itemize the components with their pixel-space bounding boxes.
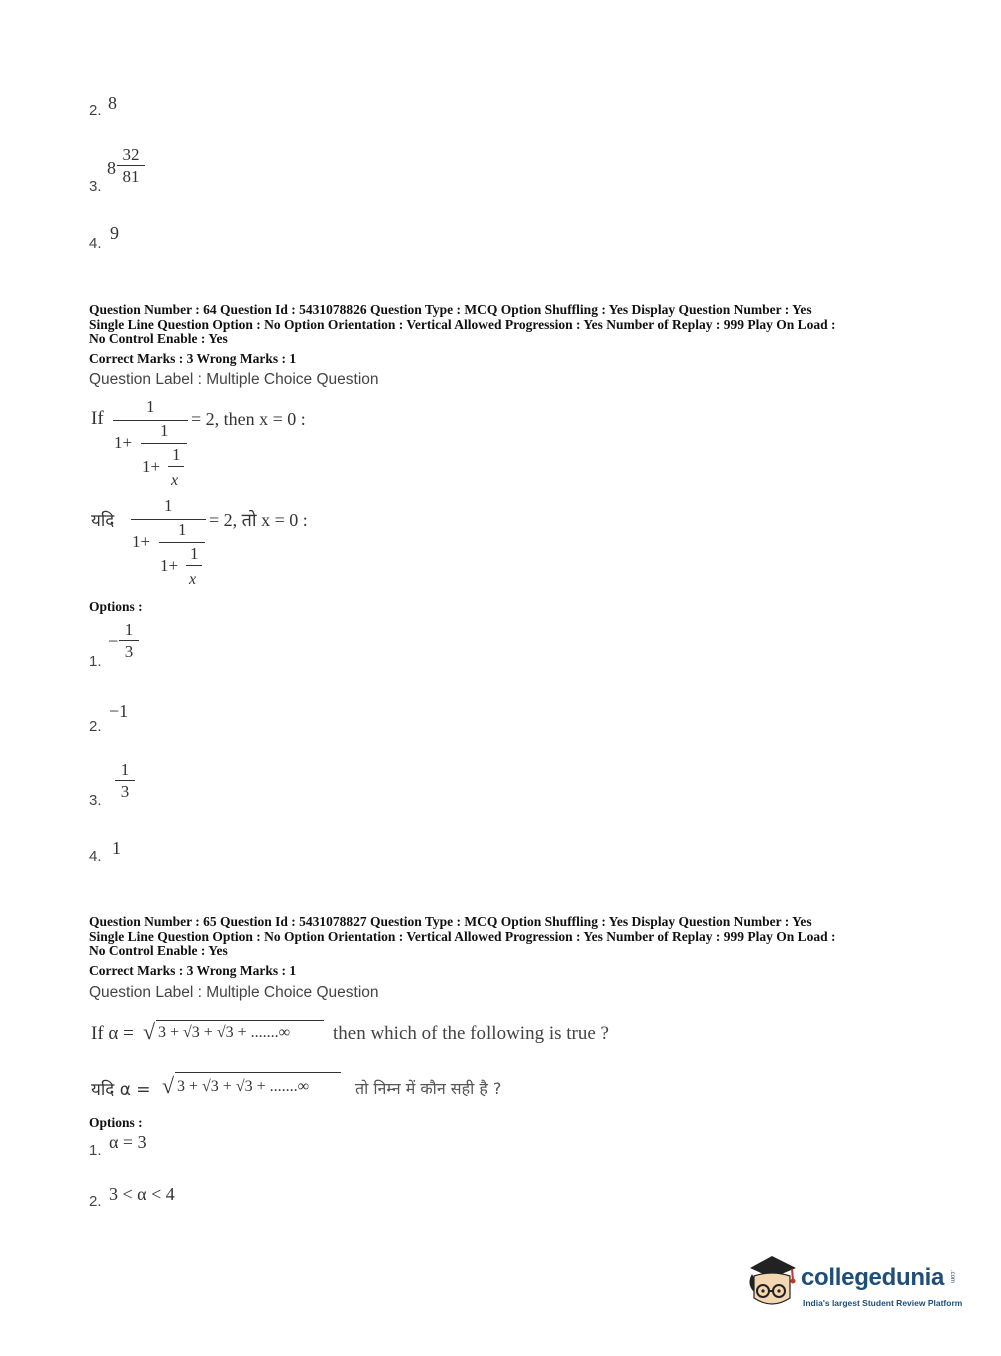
- mascot-icon: [740, 1250, 802, 1312]
- brand-tagline: India's largest Student Review Platform: [803, 1298, 963, 1308]
- options-heading: Options :: [89, 599, 143, 614]
- options-heading: Options :: [89, 1115, 143, 1130]
- option-value: 9: [110, 223, 119, 243]
- option-number: 1.: [89, 1142, 102, 1159]
- option-fraction: $\frac{32}{81}$: [117, 145, 145, 188]
- option-fraction: $\frac{1}{3}$: [119, 620, 139, 663]
- option-value: 1: [112, 838, 121, 858]
- option-number: 3.: [89, 178, 102, 195]
- option-value: 3 < α < 4: [109, 1184, 175, 1204]
- brand-name: collegedunia: [801, 1264, 945, 1291]
- question-label: Question Label : Multiple Choice Question: [89, 371, 379, 388]
- option-number: 2.: [89, 718, 102, 735]
- option-number: 2.: [89, 102, 102, 119]
- option-value: α = 3: [109, 1132, 147, 1152]
- question-label: Question Label : Multiple Choice Question: [89, 984, 379, 1001]
- option-number: 1.: [89, 653, 102, 670]
- option-fraction: $\frac{1}{3}$: [115, 760, 135, 803]
- option-number: 3.: [89, 792, 102, 809]
- option-sign: −: [108, 631, 119, 651]
- option-whole: 8: [107, 158, 116, 178]
- question-meta: Question Number : 64 Question Id : 5431078826 Question Type : MCQ Option Shuffling : Yes Display Question Number : Yes Single Line Question Option : No Option Orientation : Vertical Allowed Progression : Yes Number of Replay : 999 Play On Load : No Control Enable : Yes: [89, 302, 836, 347]
- option-number: 4.: [89, 235, 102, 252]
- option-value: 8: [108, 93, 117, 113]
- option-value: −1: [109, 701, 129, 721]
- question-meta: Question Number : 65 Question Id : 5431078827 Question Type : MCQ Option Shuffling : Yes Display Question Number : Yes Single Line Question Option : No Option Orientation : Vertical Allowed Progression : Yes Number of Replay : 999 Play On Load : No Control Enable : Yes: [89, 914, 836, 959]
- collegedunia-logo: [740, 1250, 980, 1320]
- brand-superscript: .com: [949, 1270, 955, 1284]
- question-marks: Correct Marks : 3 Wrong Marks : 1: [89, 963, 297, 978]
- option-number: 4.: [89, 848, 102, 865]
- question-marks: Correct Marks : 3 Wrong Marks : 1: [89, 351, 297, 366]
- option-number: 2.: [89, 1193, 102, 1210]
